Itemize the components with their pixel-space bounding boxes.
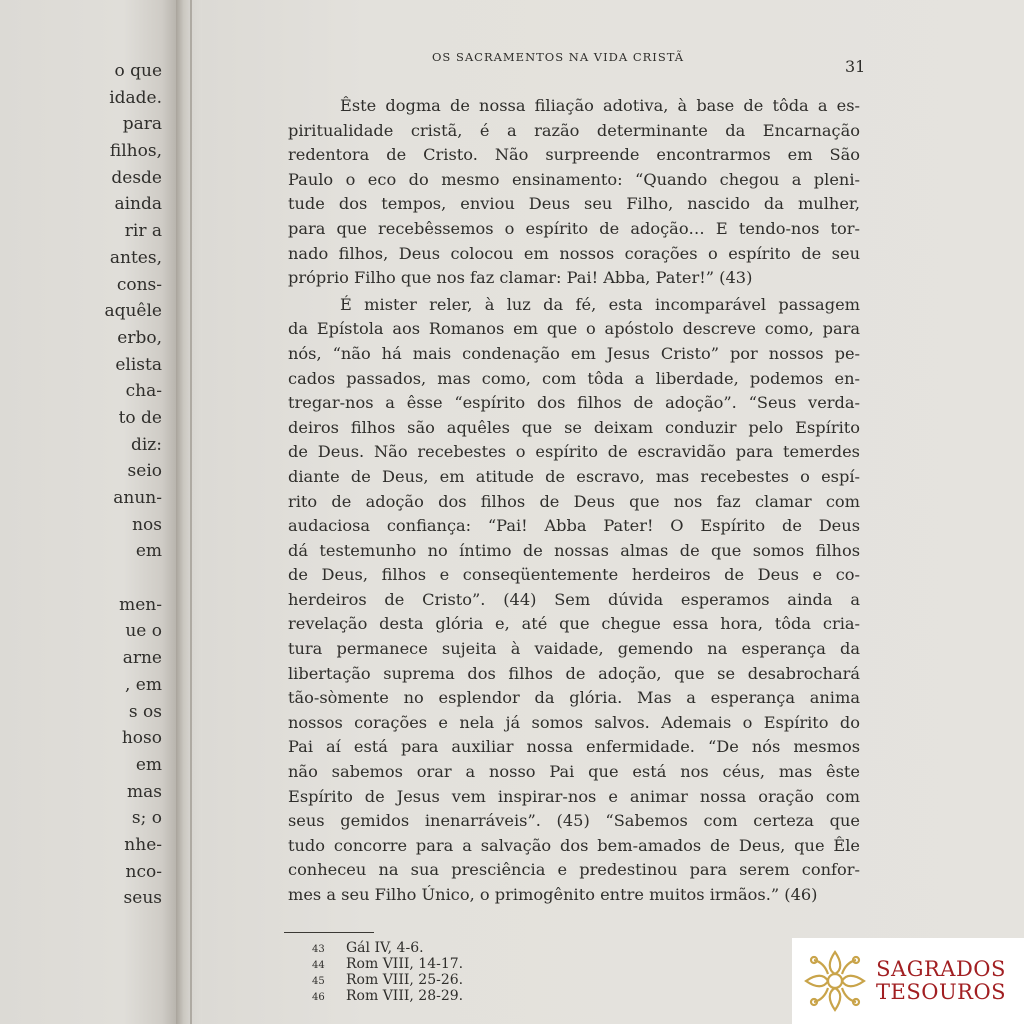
- text-line: diante de Deus, em atitude de escravo, mas recebestes o espí-: [288, 466, 860, 486]
- left-page-line: anun-: [113, 488, 162, 508]
- left-page-line: para: [122, 114, 162, 135]
- text-line: dá testemunho no íntimo de nossas almas de que somos filhos: [288, 540, 860, 560]
- left-page-line: arne: [122, 648, 162, 669]
- left-page-line: mas: [127, 781, 162, 802]
- left-page-line: elista: [115, 354, 162, 375]
- left-page-line: desde: [111, 167, 162, 188]
- footnote-text: Rom VIII, 25-26.: [346, 972, 464, 988]
- watermark-logo: [792, 938, 1024, 1024]
- left-page-line: seus: [123, 888, 162, 909]
- text-line: Pai aí está para auxiliar nossa enfermidade. “De nós mesmos: [288, 737, 860, 757]
- left-page-line: nos: [132, 514, 162, 535]
- left-page-line: aquêle: [104, 301, 162, 322]
- text-line: seus gemidos inenarráveis”. (45) “Sabemos com certeza que: [288, 811, 860, 831]
- text-line: da Epístola aos Romanos em que o apóstolo descreve como, para: [288, 319, 860, 339]
- text-line: conheceu na sua presciência e predestinou para serem confor-: [288, 860, 860, 880]
- watermark-line-2: TESOUROS: [876, 980, 1007, 1004]
- text-line: tão-sòmente no esplendor da glória. Mas a esperança anima: [288, 688, 860, 708]
- text-line: tura permanece sujeita à vaidade, gemendo na esperança da: [288, 639, 860, 659]
- left-page-line: [0, 565, 162, 592]
- footnote: [312, 988, 463, 1004]
- ornamental-cross-icon: [802, 948, 868, 1014]
- left-page-text: [0, 58, 162, 912]
- left-page-line: em: [135, 754, 162, 775]
- text-line: audaciosa confiança: “Pai! Abba Pater! O Espírito de Deus: [288, 516, 860, 536]
- text-line: Espírito de Jesus vem inspirar-nos e animar nossa oração com: [288, 786, 860, 806]
- text-line: não sabemos orar a nosso Pai que está nos céus, mas êste: [288, 762, 860, 782]
- paragraph: [288, 293, 860, 908]
- footnote-number: 43: [312, 944, 325, 955]
- running-title: OS SACRAMENTOS NA VIDA CRISTÃ: [432, 50, 685, 64]
- text-line: de Deus. Não recebestes o espírito de escravidão para temerdes: [288, 442, 860, 462]
- text-line: É mister reler, à luz da fé, esta incomparável passagem: [340, 294, 860, 314]
- body-text: [288, 94, 860, 908]
- footnote-number: 44: [312, 960, 325, 971]
- left-page-line: erbo,: [117, 327, 162, 348]
- left-page-line: to de: [118, 407, 162, 428]
- watermark-line-1: SAGRADOS: [876, 957, 1006, 981]
- text-line: revelação desta glória e, até que chegue essa hora, tôda cria-: [288, 614, 860, 634]
- footnote-number: 46: [312, 992, 325, 1003]
- left-page-line: seio: [127, 461, 162, 482]
- text-line: tregar-nos a êsse “espírito dos filhos de adoção”. “Seus verda-: [288, 393, 860, 413]
- paragraph: [288, 94, 860, 291]
- text-line: piritualidade cristã, é a razão determinante da Encarnação: [288, 120, 860, 140]
- left-page-line: em: [135, 541, 162, 562]
- page-number: 31: [845, 57, 866, 76]
- book-gutter: [176, 0, 202, 1024]
- text-line: herdeiros de Cristo”. (44) Sem dúvida esperamos ainda a: [288, 589, 860, 609]
- text-line: nós, “não há mais condenação em Jesus Cristo” por nossos pe-: [288, 343, 860, 363]
- left-page-line: , em: [125, 674, 162, 695]
- left-page-line: s os: [128, 701, 162, 722]
- footnote-text: Rom VIII, 28-29.: [346, 988, 464, 1004]
- left-page-line: idade.: [109, 87, 162, 108]
- text-line: para que recebêssemos o espírito de adoção… E tendo-nos tor-: [288, 218, 860, 238]
- left-page-line: rir a: [124, 221, 162, 242]
- text-line: redentora de Cristo. Não surpreende encontrarmos em São: [288, 145, 860, 165]
- left-page-line: ainda: [114, 194, 162, 215]
- text-line: rito de adoção dos filhos de Deus que nos faz clamar com: [288, 491, 860, 511]
- footnote-number: 45: [312, 976, 325, 987]
- footnote: [312, 940, 463, 956]
- left-page-line: antes,: [109, 247, 162, 268]
- left-page: [0, 0, 176, 1024]
- text-line: mes a seu Filho Único, o primogênito entre muitos irmãos.” (46): [288, 885, 818, 904]
- left-page-line: hoso: [121, 728, 162, 749]
- text-line: nossos corações e nela já somos salvos. Ademais o Espírito do: [288, 712, 860, 732]
- left-page-line: diz:: [130, 434, 162, 455]
- footnote: [312, 972, 463, 988]
- left-page-line: men-: [119, 594, 162, 615]
- footnote-text: Rom VIII, 14-17.: [346, 956, 464, 972]
- text-line: deiros filhos são aquêles que se deixam conduzir pelo Espírito: [288, 417, 860, 437]
- text-line: tude dos tempos, enviou Deus seu Filho, nascido da mulher,: [288, 194, 860, 214]
- text-line: de Deus, filhos e conseqüentemente herdeiros de Deus e co-: [288, 565, 860, 585]
- left-page-line: s; o: [131, 808, 162, 829]
- footnote: [312, 956, 463, 972]
- text-line: Paulo o eco do mesmo ensinamento: “Quando chegou a pleni-: [288, 169, 860, 189]
- text-line: cados passados, mas como, com tôda a liberdade, podemos en-: [288, 368, 860, 388]
- left-page-line: nhe-: [124, 834, 162, 855]
- left-page-line: cha-: [125, 381, 162, 402]
- left-page-line: o que: [114, 61, 162, 81]
- left-page-line: filhos,: [109, 141, 162, 162]
- footnote-text: Gál IV, 4-6.: [346, 940, 424, 956]
- footnotes: [312, 940, 463, 1004]
- left-page-line: ue o: [125, 621, 162, 642]
- left-page-line: nco-: [125, 861, 162, 882]
- footnote-divider: [284, 932, 374, 933]
- left-page-line: cons-: [116, 274, 162, 295]
- text-line: tudo concorre para a salvação dos bem-amados de Deus, que Êle: [288, 835, 860, 855]
- text-line: Êste dogma de nossa filiação adotiva, à base de tôda a es-: [340, 96, 860, 115]
- text-line: nado filhos, Deus colocou em nossos corações o espírito de seu: [288, 243, 860, 263]
- text-line: próprio Filho que nos faz clamar: Pai! Abba, Pater!” (43): [288, 268, 753, 288]
- text-line: libertação suprema dos filhos de adoção, que se desabrochará: [288, 663, 860, 683]
